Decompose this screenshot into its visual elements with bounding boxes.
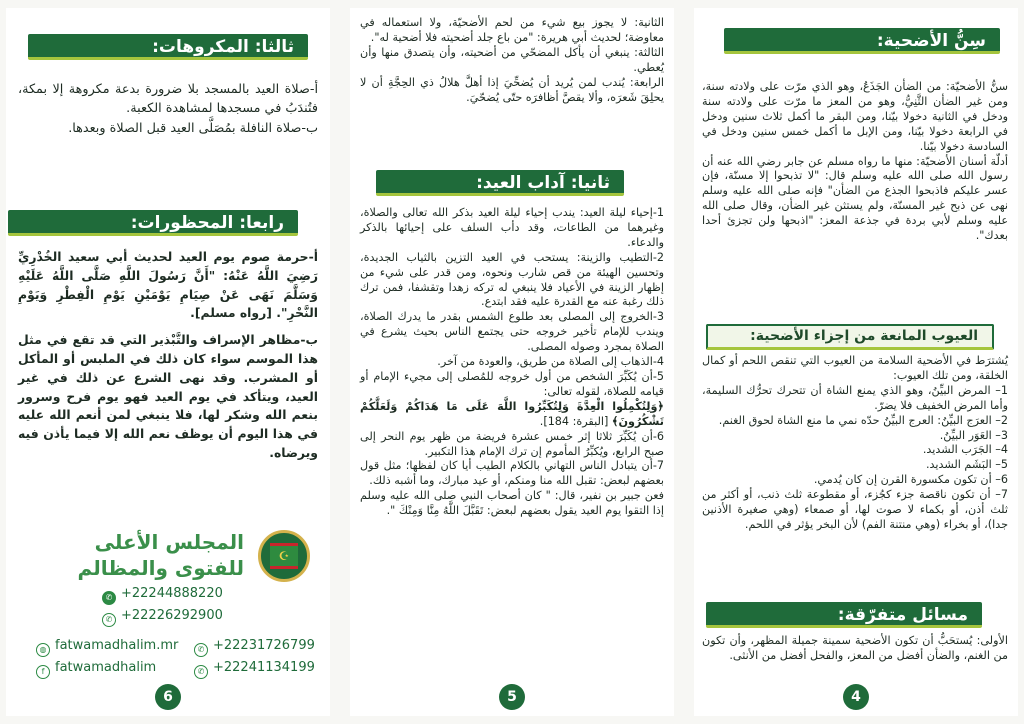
section-defects-title: العيوب المانعة من إجزاء الأضحية: (706, 324, 994, 350)
defect-7: 7– أن تكون ناقصة جزء كجُزء، أو مقطوعة ثلث ذنب، أو أكثر من ثلث أذن، أو بكماء لا صوت لها، أو صمعاء (وهي صغيرة الأذنين جدا)، أو بخراء (وهي منتنة الفم) لأن البخر يؤثر في اللحم. (702, 488, 1008, 531)
panel-page-6 (6, 8, 330, 716)
adab-text (360, 206, 664, 519)
issue-2: الثانية: لا يجوز بيع شيء من لحم الأضحيّة، ولا استعماله في معاوضة؛ لحديث أبي هريرة: "من باع جلد أضحيته فلا أضحية له". (360, 16, 664, 44)
defect-1: 1– المرض البيِّنُ، وهو الذي يمنع الشاة أن تتحرك تحرُّك السليمة، وأما المرض الخفيف فلا يضرّ. (702, 383, 1008, 412)
phone-icon: ✆ (194, 643, 208, 657)
defects-intro: يُشترَط في الأضحية السلامة من العيوب التي تنقص اللحم أو كمال الخلقة، ومن تلك العيوب: (702, 354, 1008, 382)
facebook-text: fatwamadhalim (55, 660, 157, 675)
makruhat-item-b: ب-صلاة النافلة بمُصَلَّى العيد قبل الصلاة وبعدها. (68, 120, 318, 136)
adab-item-7b: فعن جبير بن نفير، قال: " كان أصحاب النبي صلى الله عليه وسلم إذا التقوا يوم العيد يقول بعضهم لبعض: تَقَبَّلَ اللَّهُ مِنَّا وَمِنْكَ ". (360, 489, 664, 518)
section-mahzurat-title: رابعا: المحظورات: (8, 210, 298, 236)
phone-contact-2[interactable] (102, 608, 223, 627)
makruhat-text (18, 80, 318, 138)
misc-item-1: الأولى: يُستحَبُّ أن تكون الأضحية سمينة جميلة المظهر، وأن تكون من الغنم، والضأن أفضل من المعز، والفحل أفضل من الأنثى. (702, 634, 1008, 662)
phone-2: +22226292900 (121, 608, 223, 623)
defect-3: 3– العَوَر البيِّنُ. (939, 428, 1008, 442)
globe-icon: ◍ (36, 643, 50, 657)
defect-2: 2– العرَج البيِّنُ: العرج البيِّنُ حدّه نمي ما منع الشاة لحوق الغنم. (718, 413, 1008, 427)
verse-reference: [البقرة: 184]. (539, 414, 609, 428)
phone-contact-4[interactable] (194, 660, 315, 679)
issue-4: الرابعة: يُندب لمن يُريد أن يُضحِّيَ إذا أهلَّ هلالُ ذي الحِجَّةِ أن لا يحلِقَ شَعرَه، وألا يقصَّ أظافرَه حتّى يُضحّيَ. (360, 75, 664, 104)
misc-text (702, 634, 1008, 664)
mahzurat-text (18, 248, 318, 463)
website-text: fatwamadhalim.mr (55, 638, 179, 653)
section-makruhat-title: ثالثا: المكروهات: (28, 34, 308, 60)
makruhat-item-a: أ-صلاة العيد بالمسجد بلا ضرورة بدعة مكروهة إلا بمكة، فتُندَبُ في مسجدها لمشاهدة الكعبة. (18, 82, 318, 117)
adab-item-2: 2-التطيب والزينة: يستحب في العيد التزين بالثياب الجديدة، وتحسين الهيئة من قص شارب ونحوه، ومن قدر على شيء من إظهار الزينة في الأعياد فلا ينبغي له تركه زهدا وتقشفا، فمن ترك ذلك رغبة عنه مع القدرة عليه فقد ابتدع. (360, 250, 664, 309)
whatsapp-contact[interactable] (102, 586, 223, 605)
age-evidence: أدلّة أسنان الأضحيّة: منها ما رواه مسلم عن جابر رضي الله عنه أن رسول الله صلى الله عليه وسلم قال: "لا تذبحوا إلا مسنّة، فإن عسر عليكم فاذبحوا الجذع من الضأن" فإنه صلى الله عليه وسلم نهى عن ذبح غير المسنّة، ولم يستثن غير الضأن، وقال صلى الله عليه وسلم لأبي بردة في جذعة المعز: "اذبحها ولن تجزئ أحدا بعدك". (702, 154, 1008, 243)
adab-item-6: 6-أن يُكَبِّرَ ثلاثا إثر خمس عشرة فريضة من ظهر يوم النحر إلى صبح الرابع، ويُكبِّرُ المأموم إن ترك الإمام هذا التكبير. (360, 429, 664, 458)
phone-icon: ✆ (194, 665, 208, 679)
council-logo-block (20, 530, 316, 586)
adab-item-4: 4-الذهاب إلى الصلاة من طريق، والعودة من آخر. (437, 355, 664, 369)
adab-item-3: 3-الخروج إلى المصلى بعد طلوع الشمس بقدر ما يدرك الصلاة، ويندب للإمام تأخير خروجه حتى يجتمع الناس بحيث يشرع في الصلاة بمجرد وصوله المصلى. (360, 310, 664, 354)
facebook-icon: f (36, 665, 50, 679)
age-paragraph: سنُّ الأضحيّة: من الضأن الجَذَعُ، وهو الذي مرّت على ولادته سنة، ومن غير الضأن الثَّنِيُّ، وهو من المعز ما مرّت على ولادته سنة ودخل في الثانية دخولا بيّنا، ومن البقر ما أكمل ثلاث سنين ودخل في الرابعة دخولا بيّنا، ومن الإبل ما أكمل خمس سنين ودخل في السادسة دخولا بيّنا. (702, 80, 1008, 153)
mahzurat-item-b: ب-مظاهر الإسراف والتَّبْذير التي قد تقع في مثل هذا الموسم سواء كان ذلك في الملبس أو المأكل أو المشرب. وقد نهى الشرع عن ذلك في غير العيد، ويتأكد في يوم العيد فهو يوم فرح وسرور بنعم الله وشكر لها، فلا ينبغي لمن أنعم الله عليه في هذا اليوم أن يوظف نعم الله إلا فيما يأذن فيه ويرضاه. (18, 332, 318, 460)
phone-icon: ✆ (102, 613, 116, 627)
website-contact[interactable] (36, 638, 178, 657)
page-number: 4 (843, 684, 869, 710)
adab-item-1: 1-إحياء ليلة العيد: يندب إحياء ليلة العيد بذكر الله تعالى والصلاة، وغيرهما من الطاعات، وقد دأب السلف على إحيائها بالذكر والدعاء. (360, 206, 664, 249)
org-name-line2: للفتوى والمظالم (77, 556, 244, 580)
quran-verse: ﴿وَلِتُكْمِلُوا الْعِدَّةَ وَلِتُكَبِّرُوا اللَّهَ عَلَى مَا هَدَاكُمْ وَلَعَلَّكُمْ تَشْكُرُونَ﴾ (360, 399, 664, 428)
page-number: 5 (499, 684, 525, 710)
section-adab-title: ثانيا: آداب العيد: (376, 170, 624, 196)
adab-item-5-verse (360, 400, 664, 430)
phone-3: +22231726799 (213, 638, 315, 653)
section-misc-title: مسائل متفرّقة: (706, 602, 982, 628)
phone-contact-3[interactable] (194, 638, 315, 657)
org-name-line1: المجلس الأعلى (94, 530, 244, 554)
defect-4: 4– الجَرَب الشديد. (922, 443, 1008, 457)
page-number: 6 (155, 684, 181, 710)
remaining-issues-text (360, 16, 664, 105)
panel-page-5 (350, 8, 674, 716)
phone-4: +22241134199 (213, 660, 315, 675)
mahzurat-item-a: أ-حرمة صوم يوم العيد لحديث أبي سعيد الخُدْرِيِّ رَضِيَ اللَّهُ عَنْهُ: "أَنَّ رَسُولَ اللَّهِ صَلَّى اللَّهُ عَلَيْهِ وَسَلَّمَ نَهَى عَنْ صِيَامِ يَوْمَيْنِ يَوْمِ الْفِطْرِ وَيَوْمِ النَّحْرِ". [رواه مسلم]. (18, 249, 318, 321)
adab-item-7: 7-أن يتبادل الناس التهاني بالكلام الطيب أيا كان لفظها؛ مثل قول بعضهم لبعض: تقبل الله منا ومنكم، أو عيد مبارك، وما أشبه ذلك. (360, 459, 664, 488)
whatsapp-icon: ✆ (102, 591, 116, 605)
defects-text (702, 354, 1008, 533)
defect-6: 6– أن تكون مكسورة القرن إن كان يُدمي. (813, 473, 1008, 487)
section-age-title: سِنُّ الأضحية: (724, 28, 1000, 54)
issue-3: الثالثة: ينبغي أن يأكل المضحّي من أضحيته، وأن يتصدق منها وأن يُعطي. (360, 45, 664, 74)
adab-item-5: 5-أن يُكَبِّرَ الشخص من أول خروجه للمُصلى إلى مجيء الإمام أو قيامه للصلاة، لقوله تعالى: (360, 369, 664, 398)
panel-page-4 (694, 8, 1018, 716)
phone-1: +22244888220 (121, 586, 223, 601)
defect-5: 5– البَشَم الشديد. (925, 458, 1008, 472)
facebook-contact[interactable] (36, 660, 156, 679)
council-seal-icon: ☪ (258, 530, 310, 582)
age-text (702, 80, 1008, 244)
